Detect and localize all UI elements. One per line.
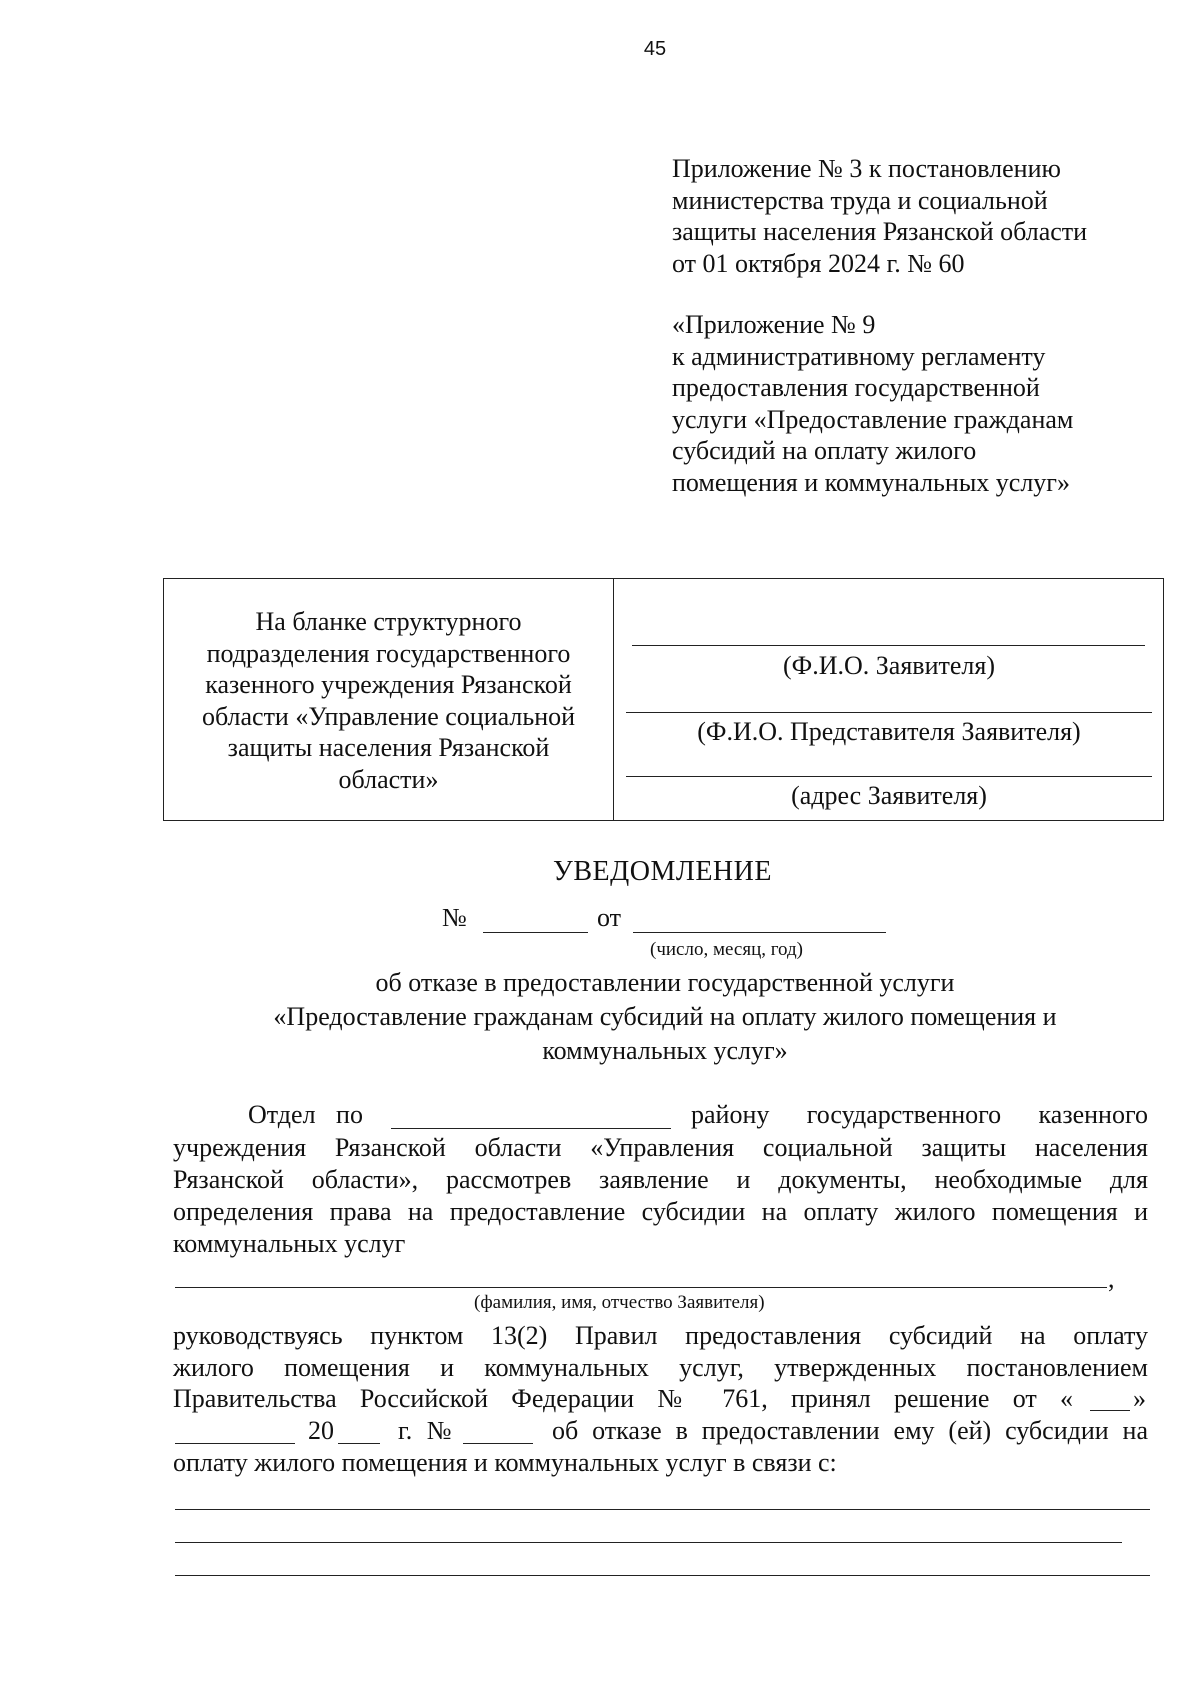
applicant-name-line xyxy=(632,645,1145,646)
para1-line: коммунальных услуг xyxy=(173,1229,406,1258)
letterhead-line: защиты населения Рязанской xyxy=(227,733,550,762)
applicant-name-caption: (Ф.И.О. Заявителя) xyxy=(783,651,995,680)
representative-name-caption: (Ф.И.О. Представителя Заявителя) xyxy=(697,717,1081,746)
appendix9-line: «Приложение № 9 xyxy=(672,310,876,339)
day-blank xyxy=(1090,1410,1130,1411)
appendix-line: от 01 октября 2024 г. № 60 xyxy=(672,248,965,278)
applicant-comma: , xyxy=(1108,1264,1115,1293)
subtitle-line: «Предоставление гражданам субсидий на оплату жилого помещения и xyxy=(273,1002,1057,1031)
appendix9-line: к административному регламенту xyxy=(672,341,1046,371)
reason-intro: оплату жилого помещения и коммунальных услуг в связи с: xyxy=(173,1448,837,1477)
para1-rest: району государственного казенного xyxy=(691,1100,1148,1129)
decision-number-blank xyxy=(463,1443,533,1444)
para2-line: Правительства Российской Федерации № 761, принял решение от « xyxy=(173,1384,1073,1413)
letterhead-line: подразделения государственного xyxy=(206,638,571,668)
para1-line: определения права на предоставление субсидии на оплату жилого помещения и xyxy=(173,1197,1148,1226)
letterhead-line: области» xyxy=(338,764,439,794)
para2-line: жилого помещения и коммунальных услуг, утвержденных постановлением xyxy=(173,1353,1148,1382)
header-table xyxy=(163,578,1164,821)
close-quote: » xyxy=(1133,1384,1146,1413)
appendix-line: Приложение № 3 к постановлению xyxy=(672,154,1061,183)
appendix-line: защиты населения Рязанской области xyxy=(672,217,1088,246)
reason-line xyxy=(175,1509,1150,1510)
year-blank xyxy=(338,1443,380,1444)
para1-line: Рязанской области», рассмотрев заявление и документы, необходимые для xyxy=(173,1165,1148,1194)
notice-title: УВЕДОМЛЕНИЕ xyxy=(553,856,772,887)
appendix-line: министерства труда и социальной xyxy=(672,185,1048,215)
reason-line xyxy=(175,1575,1150,1576)
appendix9-line: предоставления государственной xyxy=(672,373,1040,402)
number-sign: № xyxy=(442,903,467,932)
year-prefix: 20 xyxy=(308,1416,334,1445)
address-caption: (адрес Заявителя) xyxy=(791,781,987,810)
para1-start: Отдел по xyxy=(248,1100,363,1129)
representative-name-line xyxy=(626,712,1152,713)
page-number: 45 xyxy=(643,38,667,60)
appendix-block xyxy=(672,153,1142,498)
appendix9-line: субсидий на оплату жилого xyxy=(672,436,977,465)
number-blank xyxy=(483,932,588,933)
address-line xyxy=(626,776,1152,777)
from-word: от xyxy=(597,903,622,932)
reason-line xyxy=(175,1542,1122,1543)
subtitle-line: об отказе в предоставлении государственной услуги xyxy=(375,968,955,997)
applicant-caption: (фамилия, имя, отчество Заявителя) xyxy=(474,1292,765,1313)
district-blank xyxy=(391,1128,671,1129)
month-blank xyxy=(175,1443,295,1444)
refusal-text: об отказе в предоставлении ему (ей) субсидии на xyxy=(552,1416,1148,1445)
para2-line: руководствуясь пунктом 13(2) Правил предоставления субсидий на оплату xyxy=(173,1321,1148,1350)
date-blank xyxy=(633,932,886,933)
appendix9-line: помещения и коммунальных услуг» xyxy=(672,467,1070,497)
letterhead-note xyxy=(164,606,613,795)
applicant-fullname-blank xyxy=(175,1287,1107,1288)
appendix9-line: услуги «Предоставление гражданам xyxy=(672,404,1074,434)
subtitle-line: коммунальных услуг» xyxy=(542,1036,788,1065)
letterhead-line: области «Управление социальной xyxy=(201,701,576,731)
year-suffix: г. № xyxy=(398,1416,452,1445)
letterhead-line: казенного учреждения Рязанской xyxy=(205,670,572,699)
date-caption: (число, месяц, год) xyxy=(650,939,804,960)
para1-line: учреждения Рязанской области «Управления социальной защиты населения xyxy=(173,1133,1148,1162)
letterhead-line: На бланке структурного xyxy=(255,607,522,636)
